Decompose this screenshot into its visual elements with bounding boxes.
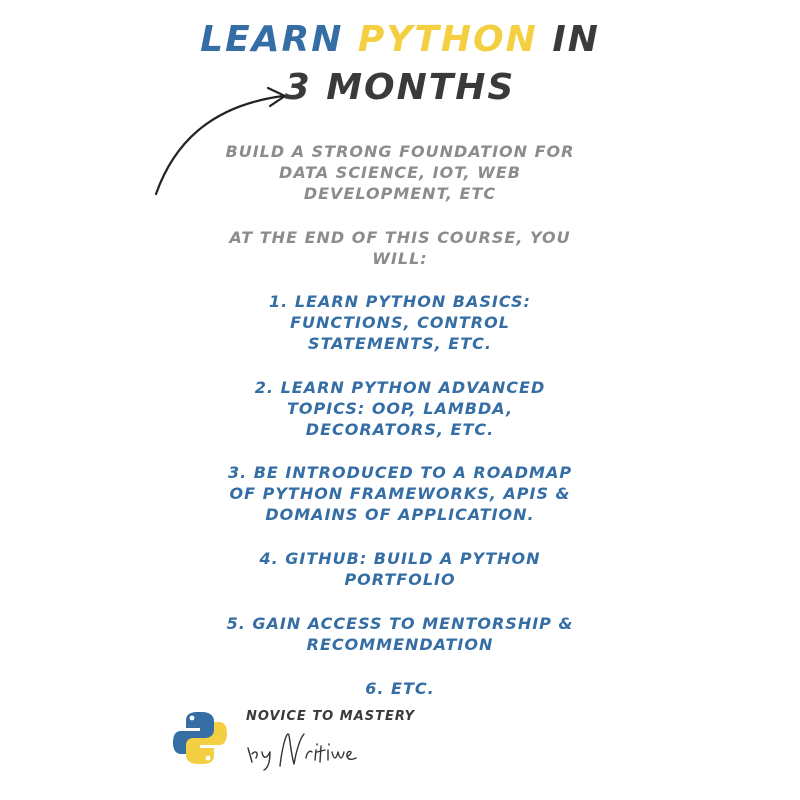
outcome-item: 5. GAIN ACCESS TO MENTORSHIP & RECOMMENDATION bbox=[226, 614, 574, 654]
brand-name: NOVICE TO MASTERY bbox=[246, 709, 416, 724]
outcome-item: 6. ETC. bbox=[365, 679, 435, 698]
brand-signature bbox=[244, 728, 374, 772]
title-line-2: 3 MONTHS bbox=[284, 67, 516, 108]
outcome-item: 1. LEARN PYTHON BASICS: FUNCTIONS, CONTROL STATEMENTS, ETC. bbox=[269, 292, 531, 353]
outcome-item: 3. BE INTRODUCED TO A ROADMAP OF PYTHON FRAMEWORKS, APIS & DOMAINS OF APPLICATION. bbox=[227, 463, 573, 524]
outcomes-heading: AT THE END OF THIS COURSE, YOU WILL: bbox=[229, 228, 571, 268]
title-learn: LEARN bbox=[200, 19, 344, 60]
title-in: IN bbox=[552, 19, 600, 60]
python-logo-icon bbox=[170, 708, 230, 768]
outcome-item: 4. GITHUB: BUILD A PYTHON PORTFOLIO bbox=[259, 549, 541, 589]
intro-text: BUILD A STRONG FOUNDATION FOR DATA SCIENCE, IOT, WEB DEVELOPMENT, ETC bbox=[225, 142, 575, 203]
outcome-item: 2. LEARN PYTHON ADVANCED TOPICS: OOP, LAMBDA, DECORATORS, ETC. bbox=[254, 378, 546, 439]
title-python: PYTHON bbox=[357, 19, 538, 60]
title-line-1 bbox=[0, 20, 800, 60]
